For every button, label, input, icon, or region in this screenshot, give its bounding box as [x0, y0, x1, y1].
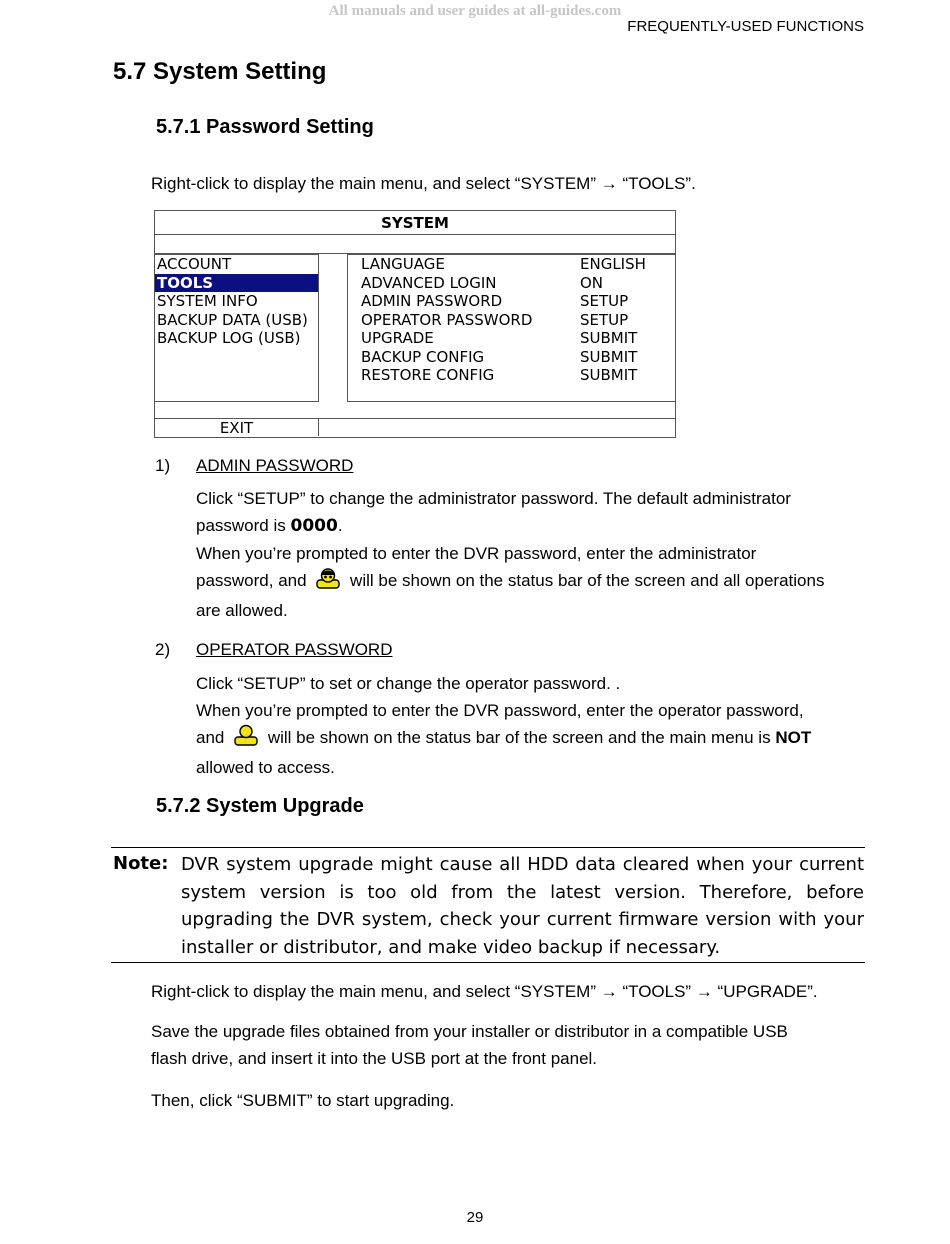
text-line: flash drive, and insert it into the USB port at the front panel.	[151, 1049, 598, 1068]
note-bottom-rule	[111, 962, 865, 963]
text-line: When you’re prompted to enter the DVR password, enter the operator password,	[196, 701, 804, 720]
intro-text: Right-click to display the main menu, and select “SYSTEM” → “TOOLS”.	[151, 174, 696, 193]
text-line	[196, 567, 876, 597]
row-label: LANGUAGE	[361, 255, 445, 273]
subsection-title-upgrade: 5.7.2 System Upgrade	[156, 795, 364, 817]
text-fragment: .	[337, 516, 343, 535]
menu-left-panel	[155, 254, 319, 402]
menu-row-backup-config[interactable]	[348, 348, 676, 367]
upgrade-step-2	[151, 1018, 871, 1072]
admin-user-icon	[315, 567, 341, 597]
text-line: When you’re prompted to enter the DVR password, enter the administrator	[196, 544, 757, 563]
admin-password-description	[196, 485, 876, 624]
menu-item-tools[interactable]: TOOLS	[155, 274, 318, 293]
menu-item-backup-log[interactable]: BACKUP LOG (USB)	[157, 329, 301, 347]
page-number: 29	[466, 1209, 484, 1226]
row-label: ADMIN PASSWORD	[361, 292, 503, 310]
row-label: RESTORE CONFIG	[361, 366, 495, 384]
row-label: ADVANCED LOGIN	[361, 273, 497, 292]
subsection-title-password: 5.7.1 Password Setting	[156, 116, 374, 138]
watermark: All manuals and user guides at all-guides.com	[328, 3, 622, 19]
operator-user-icon	[233, 724, 259, 754]
note-top-rule	[111, 847, 865, 848]
default-password: 0000	[290, 516, 338, 536]
row-value[interactable]: SUBMIT	[580, 366, 638, 384]
row-value[interactable]: ENGLISH	[580, 255, 646, 273]
exit-button[interactable]: EXIT	[155, 418, 319, 436]
list-number-2: 2)	[155, 640, 171, 659]
text-line: Save the upgrade files obtained from your installer or distributor in a compatible USB	[151, 1022, 788, 1041]
menu-right-panel	[347, 254, 676, 402]
menu-row-restore-config[interactable]	[348, 366, 676, 385]
text-fragment: password is	[196, 516, 291, 535]
system-menu	[154, 210, 676, 438]
text-fragment: and	[196, 728, 225, 747]
list-number-1: 1)	[155, 456, 171, 475]
row-label: BACKUP CONFIG	[361, 347, 485, 366]
note-text: DVR system upgrade might cause all HDD data cleared when your current system version is too old from the latest version. Therefore, before upgrading the DVR system, check your current firmware version with your installer or distributor, and make video backup if necessary.	[181, 854, 864, 958]
row-value[interactable]: SETUP	[580, 310, 629, 329]
row-label: UPGRADE	[361, 329, 434, 347]
admin-password-heading: ADMIN PASSWORD	[196, 456, 354, 475]
row-value[interactable]: ON	[580, 273, 604, 292]
text-line: Click “SETUP” to set or change the operator password. .	[196, 674, 621, 693]
menu-row-upgrade[interactable]	[348, 329, 676, 348]
text-line	[196, 512, 876, 540]
operator-password-description	[196, 670, 876, 781]
text-line: Click “SETUP” to change the administrator password. The default administrator	[196, 489, 791, 508]
menu-item-account[interactable]: ACCOUNT	[157, 255, 232, 273]
row-value[interactable]: SETUP	[580, 292, 629, 310]
upgrade-step-3: Then, click “SUBMIT” to start upgrading.	[151, 1091, 455, 1110]
menu-title: SYSTEM	[155, 211, 675, 235]
menu-gap	[155, 234, 675, 254]
menu-item-backup-data[interactable]: BACKUP DATA (USB)	[157, 310, 308, 329]
section-title: 5.7 System Setting	[113, 58, 327, 85]
row-value[interactable]: SUBMIT	[580, 347, 638, 366]
menu-row-admin-password[interactable]	[348, 292, 676, 311]
text-fragment: password, and	[196, 571, 307, 590]
note-label: Note:	[113, 853, 169, 874]
text-line: allowed to access.	[196, 758, 335, 777]
not-emphasis: NOT	[775, 728, 812, 747]
upgrade-step-1: Right-click to display the main menu, and select “SYSTEM” → “TOOLS” → “UPGRADE”.	[151, 982, 818, 1001]
text-fragment: will be shown on the status bar of the screen and the main menu is	[267, 728, 771, 747]
running-head: FREQUENTLY-USED FUNCTIONS	[627, 18, 864, 35]
text-line	[196, 724, 876, 754]
menu-row-language[interactable]	[348, 255, 676, 274]
text-fragment: will be shown on the status bar of the screen and all operations	[350, 571, 825, 590]
menu-row-advanced-login[interactable]	[348, 274, 676, 293]
row-label: OPERATOR PASSWORD	[361, 310, 533, 329]
row-value[interactable]: SUBMIT	[580, 329, 638, 347]
menu-item-system-info[interactable]: SYSTEM INFO	[157, 292, 258, 310]
text-line: are allowed.	[196, 601, 288, 620]
operator-password-heading: OPERATOR PASSWORD	[196, 640, 393, 659]
menu-row-operator-password[interactable]	[348, 311, 676, 330]
